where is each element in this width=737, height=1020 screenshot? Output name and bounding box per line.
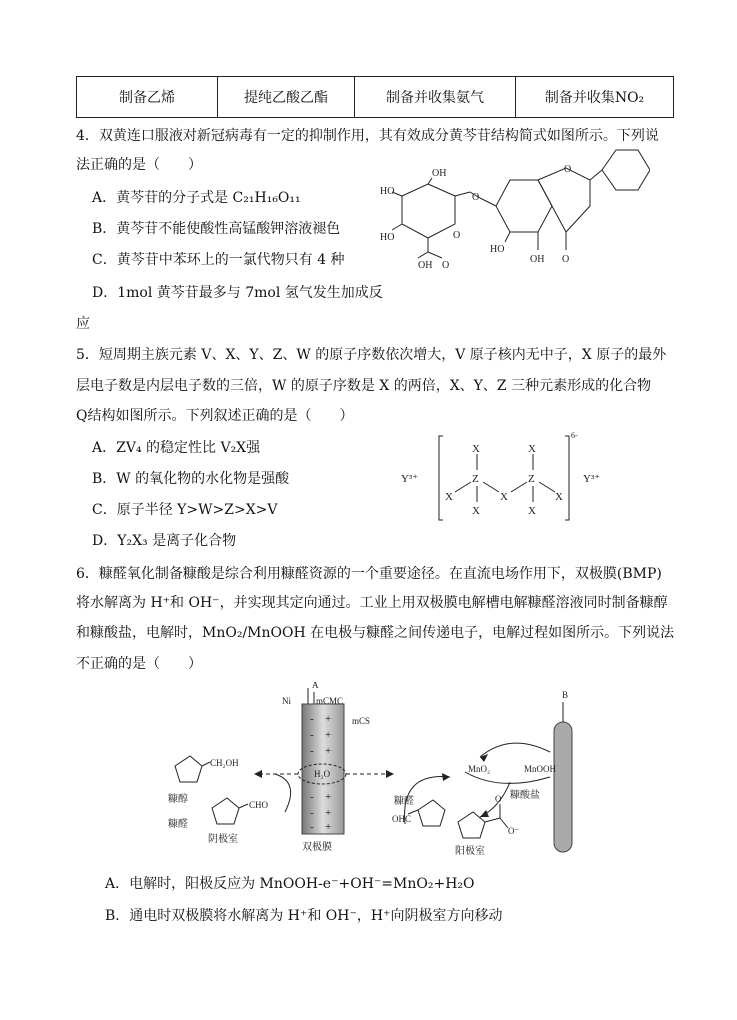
mcs-label: mCS	[352, 716, 371, 726]
svg-text:+: +	[325, 729, 332, 741]
water-label: H₂O	[314, 769, 331, 779]
mcmc-label: mCMC	[316, 696, 344, 706]
ch2oh-label: CH₂OH	[210, 758, 239, 768]
svg-text:-: -	[310, 791, 314, 803]
anode-label: 阳极室	[455, 846, 485, 857]
table-cell: 提纯乙酸乙酯	[218, 77, 355, 118]
atom-z: Z	[472, 473, 479, 485]
structure-label: OH	[432, 168, 447, 179]
svg-text:+: +	[325, 807, 332, 819]
o-label: O	[495, 794, 502, 804]
q5-stem-line1: 5．短周期主族元素 V、X、Y、Z、W 的原子序数依次增大，V 原子核内无中子，X 原子的最外	[76, 347, 667, 363]
q4-stem-line2: 法正确的是（ ）	[76, 157, 202, 173]
q5-stem-line3: Q结构如图所示。下列叙述正确的是（ ）	[76, 408, 354, 424]
svg-text:+: +	[325, 791, 332, 803]
structure-label: O	[472, 192, 480, 203]
electrolysis-diagram	[150, 682, 600, 857]
q5-stem-line2: 层电子数是内层电子数的三倍，W 的原子序数是 X 的两倍，X、Y、Z 三种元素形成的化合物	[76, 378, 652, 394]
ominus-label: O⁻	[508, 826, 520, 836]
apparatus-table	[76, 76, 674, 118]
atom-x: X	[472, 505, 480, 517]
mnooh-label: MnOOH	[524, 764, 557, 774]
structure-label: O	[442, 260, 450, 271]
svg-text:-: -	[310, 729, 314, 741]
svg-text:-: -	[310, 821, 314, 833]
structure-label: OH	[530, 254, 545, 265]
q6-stem-line2: 将水解离为 H⁺和 OH⁻，并实现其定向通过。工业上用双极膜电解槽电解糠醛溶液同时制备糠醇	[76, 595, 668, 611]
cho-label: CHO	[249, 800, 269, 810]
baicalin-structure	[380, 140, 650, 275]
q5-option-b: B．W 的氧化物的水化物是强酸	[92, 471, 290, 487]
ion-charge: 6-	[571, 431, 578, 440]
atom-x: X	[528, 505, 536, 517]
q6-option-a: A．电解时，阳极反应为 MnOOH-e⁻+OH⁻=MnO₂+H₂O	[105, 876, 475, 892]
structure-label: O	[562, 254, 570, 265]
q4-stem-line1: 4．双黄连口服液对新冠病毒有一定的抑制作用，其有效成分黄芩苷结构简式如图所示。下列说	[76, 128, 659, 144]
cathode-label: 阴极室	[208, 834, 238, 845]
table-cell: 制备并收集氨气	[355, 77, 516, 118]
furfural-left-label: 糠醛	[168, 819, 188, 830]
electrode-b-label: B	[562, 690, 569, 700]
q4-option-b: B．黄芩苷不能使酸性高锰酸钾溶液褪色	[92, 221, 341, 237]
table-cell: 制备乙烯	[77, 77, 218, 118]
electrode-a-label: A	[312, 682, 319, 690]
ni-label: Ni	[282, 696, 291, 706]
q5-option-c: C．原子半径 Y>W>Z>X>V	[92, 502, 278, 518]
furoate-label: 糠酸盐	[510, 790, 540, 801]
atom-x: X	[528, 443, 536, 455]
q6-stem-line1: 6．糠醛氧化制备糠酸是综合利用糠醛资源的一个重要途径。在直流电场作用下，双极膜(BMP)	[76, 566, 662, 582]
svg-text:+: +	[325, 713, 332, 725]
atom-x: X	[555, 491, 563, 503]
furfural-right-label: 糠醛	[394, 796, 414, 807]
atom-x: X	[445, 491, 453, 503]
q6-stem-line3: 和糠酸盐，电解时，MnO₂/MnOOH 在电极与糠醛之间传递电子，电解过程如图所示。下列说法	[76, 625, 675, 641]
furfuryl-alcohol-label: 糠醇	[168, 794, 188, 805]
q4-option-a: A．黄芩苷的分子式是 C₂₁H₁₆O₁₁	[92, 190, 301, 206]
atom-x: X	[500, 491, 508, 503]
structure-label: HO	[490, 244, 505, 255]
atom-z: Z	[528, 473, 535, 485]
ion-structure	[395, 430, 610, 525]
svg-text:+: +	[325, 821, 332, 833]
q4-option-c: C．黄芩苷中苯环上的一氯代物只有 4 种	[92, 252, 345, 268]
membrane-label: 双极膜	[302, 842, 332, 853]
structure-label: HO	[380, 232, 395, 243]
svg-text:+: +	[325, 745, 332, 757]
svg-text:-: -	[310, 713, 314, 725]
table-cell: 制备并收集NO₂	[516, 77, 674, 118]
svg-text:-: -	[310, 807, 314, 819]
q4-option-d-cont: 应	[76, 316, 90, 332]
q6-option-b: B．通电时双极膜将水解离为 H⁺和 OH⁻，H⁺向阴极室方向移动	[105, 908, 503, 924]
q5-option-d: D．Y₂X₃ 是离子化合物	[92, 533, 237, 549]
svg-text:-: -	[310, 745, 314, 757]
mno2-label: MnO₂	[468, 764, 491, 774]
q4-option-d: D．1mol 黄芩苷最多与 7mol 氢气发生加成反	[92, 285, 383, 301]
structure-label: OH	[418, 260, 433, 271]
cation-label: Y³⁺	[583, 473, 601, 485]
atom-x: X	[472, 443, 480, 455]
structure-label: O	[453, 230, 461, 241]
ohc-label: OHC	[392, 814, 412, 824]
cation-label: Y³⁺	[401, 473, 419, 485]
structure-label: O	[564, 164, 572, 175]
q6-stem-line4: 不正确的是（ ）	[76, 656, 202, 672]
structure-label: HO	[380, 186, 395, 197]
q5-option-a: A．ZV₄ 的稳定性比 V₂X强	[92, 440, 261, 456]
